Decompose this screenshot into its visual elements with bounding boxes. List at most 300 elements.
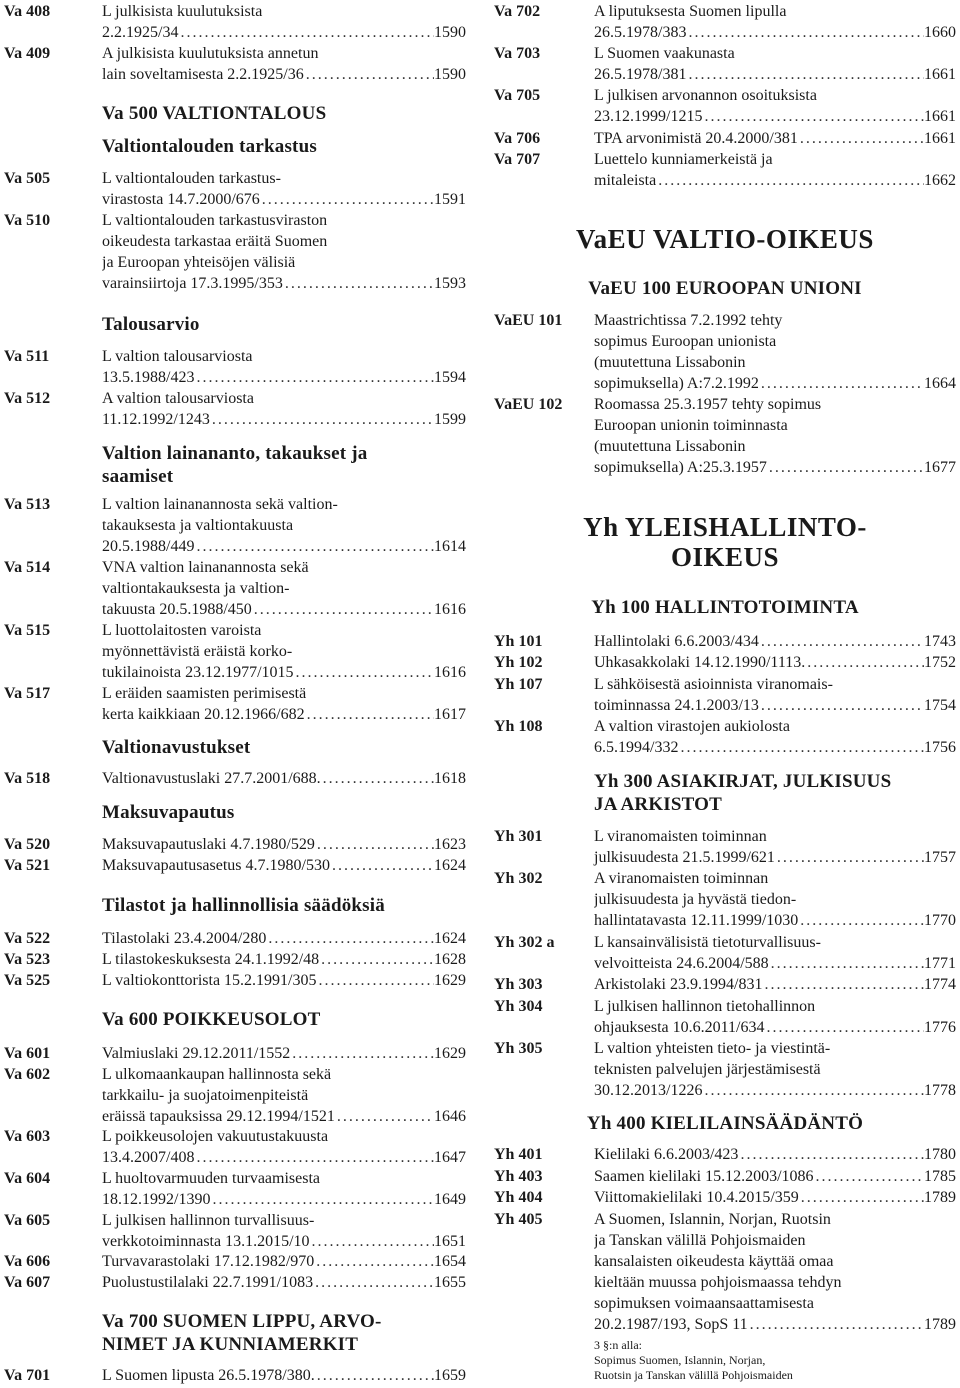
entry-code: VaEU 102 [494,396,563,413]
entry-reference: toiminnassa 24.1.2003/13 [594,697,759,714]
dot-leader [252,599,434,620]
page-number: 1662 [924,172,956,189]
section-heading-va600: Va 600 POIKKEUSOLOT [102,1009,321,1030]
entry-body [594,868,956,931]
page-number: 1655 [434,1274,466,1291]
entry-code: Va 514 [4,559,51,576]
entry-reference-line [102,1106,466,1127]
index-entry [4,210,466,294]
section-heading-line: JA ARKISTOT [594,794,723,815]
entry-reference: L valtiokonttorista 15.2.1991/305 [102,972,317,989]
dot-leader [315,1365,434,1386]
entry-title-line: A valtion talousarviosta [102,390,254,407]
entry-reference: velvoitteista 24.6.2004/588 [594,955,769,972]
page-number: 1593 [434,275,466,292]
entry-code: Yh 302 [494,870,543,887]
index-entry [494,1209,956,1335]
section-heading-yh100: Yh 100 HALLINTOTOIMINTA [591,597,859,618]
dot-leader [310,1231,434,1252]
entry-code: Va 603 [4,1128,51,1145]
section-heading-yh300 [494,770,956,816]
page-number: 1664 [924,375,956,392]
entry-title-line: A liputuksesta Suomen lipulla [594,3,787,20]
entry-body [594,128,956,149]
page-number: 1599 [434,411,466,428]
chapter-heading-line: Yh YLEISHALLINTO- [583,512,867,542]
entry-body [594,826,956,868]
index-entry [4,949,466,970]
entry-reference-line [594,1017,956,1038]
dot-leader [765,1017,925,1038]
entry-code: Va 705 [494,87,541,104]
index-entry [494,394,956,478]
page-number: 1590 [434,24,466,41]
page-number: 1590 [434,66,466,83]
entry-reference-line [102,1189,466,1210]
entry-reference-line [102,1043,466,1064]
entry-reference: Maksuvapautusasetus 4.7.1980/530 [102,857,330,874]
footnote-line: Sopimus Suomen, Islannin, Norjan, [594,1353,766,1367]
entry-code: Yh 101 [494,633,543,650]
index-entry [4,1365,466,1386]
entry-reference-line [594,1166,956,1187]
entry-code: Yh 305 [494,1040,543,1057]
entry-body [594,631,956,652]
entry-reference: 6.5.1994/332 [594,739,679,756]
index-entry [494,868,956,931]
entry-body [102,1168,466,1210]
entry-reference: kerta kaikkiaan 20.12.1966/682 [102,706,305,723]
entry-code: Va 604 [4,1170,51,1187]
entry-title-line: L Suomen vaakunasta [594,45,735,62]
entry-code: Va 601 [4,1045,51,1062]
index-entry [4,683,466,725]
dot-leader [656,170,924,191]
dot-leader [317,970,435,991]
entry-body [594,652,956,673]
entry-code: VaEU 101 [494,312,563,329]
entry-reference: Hallintolaki 6.6.2003/434 [594,633,759,650]
entry-body [102,683,466,725]
entry-body [102,768,466,789]
dot-leader [283,273,434,294]
entry-reference: L tilastokeskuksesta 24.1.1992/48 [102,951,320,968]
entry-reference-line [102,1147,466,1168]
entry-title-line: Roomassa 25.3.1957 tehty sopimus [594,396,822,413]
page-number: 1771 [924,955,956,972]
entry-reference-line [102,409,466,430]
section-heading-tilastot: Tilastot ja hallinnollisia säädöksiä [102,895,385,916]
index-entry [4,768,466,789]
entry-reference: sopimuksella) A:25.3.1957 [594,459,767,476]
entry-title-line: L huoltovarmuuden turvaamisesta [102,1170,321,1187]
page-number: 1677 [924,459,956,476]
entry-body [102,1272,466,1293]
entry-reference: Turvavarastolaki 17.12.1982/970 [102,1253,315,1270]
entry-title-line: L valtion lainanannosta sekä valtion- [102,496,338,513]
dot-leader [748,1314,924,1335]
entry-reference: 13.4.2007/408 [102,1149,195,1166]
page-number: 1659 [434,1367,466,1384]
entry-reference-line [102,1272,466,1293]
entry-reference: sopimuksella) A:7.2.1992 [594,375,759,392]
page-number: 1661 [924,108,956,125]
footnote-line: Ruotsin ja Tanskan välillä Pohjoismaiden [594,1368,793,1382]
dot-leader [775,847,924,868]
dot-leader [210,409,434,430]
page-number: 1623 [434,836,466,853]
section-heading-talousarvio: Talousarvio [102,314,200,335]
entry-reference-line [102,1251,466,1272]
entry-body [102,168,466,210]
page-number: 1789 [924,1189,956,1206]
dot-leader [805,652,924,673]
entry-code: Va 522 [4,930,51,947]
dot-leader [799,1187,924,1208]
entry-reference: Arkistolaki 23.9.1994/831 [594,976,763,993]
page-number: 1614 [434,538,466,555]
entry-body [102,43,466,85]
entry-body [594,149,956,191]
dot-leader [686,64,924,85]
page-number: 1591 [434,191,466,208]
section-heading-line: NIMET JA KUNNIAMERKIT [102,1334,359,1355]
dot-leader [769,953,924,974]
dot-leader [304,64,434,85]
entry-title-line: sopimuksen voimaansaattamisesta [594,1295,814,1312]
entry-body [102,1,466,43]
entry-body [594,1144,956,1165]
entry-reference-line [594,106,956,127]
index-entry [494,128,956,149]
entry-reference: tukilainoista 23.12.1977/1015 [102,664,294,681]
entry-body [594,85,956,127]
entry-reference-line [102,599,466,620]
entry-title-line: Maastrichtissa 7.2.1992 tehty [594,312,783,329]
entry-code: Yh 303 [494,976,543,993]
entry-title-line: L valtion talousarviosta [102,348,253,365]
entry-reference: hallintatavasta 12.11.1999/1030 [594,912,799,929]
page-number: 1618 [434,770,466,787]
entry-code: Va 515 [4,622,51,639]
index-entry [4,1272,466,1293]
entry-body [102,949,466,970]
page-number: 1752 [924,654,956,671]
dot-leader [260,189,434,210]
entry-code: Va 702 [494,3,541,20]
page-number: 1651 [434,1233,466,1250]
page-number: 1743 [924,633,956,650]
dot-leader [738,1144,924,1165]
entry-title-line: (muutettuna Lissabonin [594,438,746,455]
page-number: 1770 [924,912,956,929]
dot-leader [686,22,924,43]
entry-reference-line [594,1314,956,1335]
entry-title-line: A julkisista kuulutuksista annetun [102,45,319,62]
entry-reference: julkisuudesta 21.5.1999/621 [594,849,775,866]
entry-reference-line [594,22,956,43]
entry-title-line: valtiontakauksesta ja valtion- [102,580,290,597]
section-heading-yh400: Yh 400 KIELILAINSÄÄDÄNTÖ [586,1113,864,1134]
entry-code: Va 409 [4,45,51,62]
entry-reference: Uhkasakkolaki 14.12.1990/1113. [594,654,806,671]
entry-reference: 26.5.1978/383 [594,24,687,41]
entry-title-line: takauksesta ja valtiontakuusta [102,517,294,534]
entry-title-line: myönnettävistä eräistä korko- [102,643,293,660]
entry-reference: Kielilaki 6.6.2003/423 [594,1146,739,1163]
entry-reference: 20.5.1988/449 [102,538,195,555]
dot-leader [319,949,434,970]
entry-reference: lain soveltamisesta 2.2.1925/36 [102,66,304,83]
entry-body [594,1,956,43]
page-number: 1661 [924,130,956,147]
index-entry [4,1043,466,1064]
entry-title-line: A valtion virastojen aukiolosta [594,718,790,735]
entry-reference-line [594,128,956,149]
entry-code: Va 703 [494,45,541,62]
entry-reference-line [594,737,956,758]
entry-reference: ohjauksesta 10.6.2011/634 [594,1019,765,1036]
entry-reference-line [102,970,466,991]
entry-title-line: (muutettuna Lissabonin [594,354,746,371]
chapter-heading-vaeu: VaEU VALTIO-OIKEUS [576,224,874,254]
entry-title-line: tarkkailu- ja suojatoimenpiteistä [102,1087,309,1104]
dot-leader [798,910,924,931]
index-entry [494,974,956,995]
entry-reference: Tilastolaki 23.4.2004/280 [102,930,267,947]
page-number: 1660 [924,24,956,41]
entry-body [594,43,956,85]
page-number: 1756 [924,739,956,756]
index-entry [4,43,466,85]
page-number: 1785 [924,1168,956,1185]
entry-reference: L Suomen lipusta 26.5.1978/380. [102,1367,315,1384]
entry-body [594,1209,956,1335]
entry-body [594,716,956,758]
entry-title-line: L ulkomaankaupan hallinnosta sekä [102,1066,332,1083]
dot-leader [321,768,434,789]
dot-leader [314,1251,434,1272]
entry-reference-line [594,1144,956,1165]
entry-body [102,494,466,557]
dot-leader [798,128,924,149]
entry-body [102,1126,466,1168]
entry-title-line: L luottolaitosten varoista [102,622,262,639]
dot-leader [702,1080,924,1101]
entry-body [594,1038,956,1101]
index-entry [494,149,956,191]
entry-title-line: L valtion yhteisten tieto- ja viestintä- [594,1040,831,1057]
entry-body [594,310,956,394]
section-heading-vaeu100: VaEU 100 EUROOPAN UNIONI [588,278,862,299]
entry-reference-line [102,662,466,683]
entry-title-line: L valtiontalouden tarkastusviraston [102,212,328,229]
entry-reference: TPA arvonimistä 20.4.2000/381 [594,130,798,147]
entry-code: Yh 404 [494,1189,543,1206]
page-number: 1754 [924,697,956,714]
dot-leader [759,373,924,394]
entry-reference-line [594,170,956,191]
entry-title-line: Luettelo kunniamerkeistä ja [594,151,773,168]
dot-leader [178,22,434,43]
entry-code: Va 525 [4,972,51,989]
dot-leader [759,695,924,716]
entry-reference-line [102,1231,466,1252]
entry-reference-line [102,855,466,876]
page-number: 1628 [434,951,466,968]
page-number: 1778 [924,1082,956,1099]
entry-body [594,996,956,1038]
page-number: 1624 [434,930,466,947]
entry-title-line: L viranomaisten toiminnan [594,828,767,845]
index-entry [494,996,956,1038]
dot-leader [678,737,924,758]
dot-leader [210,1189,434,1210]
dot-leader [762,974,924,995]
chapter-heading-line: OIKEUS [670,542,780,572]
dot-leader [315,834,434,855]
entry-body [102,1251,466,1272]
entry-reference-line [594,1080,956,1101]
entry-reference-line [102,536,466,557]
dot-leader [759,631,924,652]
entry-reference-line [102,1365,466,1386]
entry-code: Yh 304 [494,998,543,1015]
dot-leader [266,928,434,949]
entry-title-line: L sähköisestä asioinnista viranomais- [594,676,833,693]
dot-leader [330,855,434,876]
page-number: 1594 [434,369,466,386]
entry-body [102,557,466,620]
index-entry [4,834,466,855]
entry-body [102,346,466,388]
entry-reference-line [102,367,466,388]
dot-leader [702,106,924,127]
entry-body [102,1064,466,1127]
entry-body [102,928,466,949]
dot-leader [290,1043,434,1064]
entry-body [102,1365,466,1386]
page-number: 1776 [924,1019,956,1036]
entry-code: Va 510 [4,212,51,229]
entry-title-line: L valtiontalouden tarkastus- [102,170,281,187]
section-heading-lainananto [102,442,367,488]
page-number: 1629 [434,1045,466,1062]
entry-reference: 18.12.1992/1390 [102,1191,211,1208]
index-entry [494,43,956,85]
dot-leader [814,1166,924,1187]
index-entry [4,970,466,991]
entry-reference: 13.5.1988/423 [102,369,195,386]
index-entry [494,1,956,43]
entry-title-line: L julkisen hallinnon turvallisuus- [102,1212,315,1229]
entry-body [594,1166,956,1187]
dot-leader [194,367,434,388]
entry-reference: Maksuvapautuslaki 4.7.1980/529 [102,836,315,853]
dot-leader [305,704,434,725]
index-entry [494,310,956,394]
entry-reference: 11.12.1992/1243 [102,411,210,428]
entry-reference-line [102,768,466,789]
section-heading-va700 [102,1310,382,1356]
entry-reference: Valtionavustuslaki 27.7.2001/688. [102,770,321,787]
entry-reference: mitaleista [594,172,657,189]
entry-title-line: VNA valtion lainanannosta sekä [102,559,309,576]
entry-code: Va 513 [4,496,51,513]
entry-title-line: L julkisen hallinnon tietohallinnon [594,998,816,1015]
entry-reference: varainsiirtoja 17.3.1995/353 [102,275,283,292]
entry-body [102,388,466,430]
entry-title-line: julkisuudesta ja hyvästä tiedon- [594,891,797,908]
entry-code: Yh 401 [494,1146,543,1163]
entry-reference: 2.2.1925/34 [102,24,179,41]
entry-code: Va 602 [4,1066,51,1083]
entry-code: Va 707 [494,151,541,168]
entry-body [594,932,956,974]
entry-reference-line [594,847,956,868]
entry-title-line: sopimus Euroopan unionista [594,333,777,350]
page-number: 1757 [924,849,956,866]
entry-code: Va 511 [4,348,50,365]
entry-title-line: ja Tanskan välillä Pohjoismaiden [594,1232,806,1249]
page-number: 1617 [434,706,466,723]
entry-reference: takuusta 20.5.1988/450 [102,601,252,618]
page-number: 1774 [924,976,956,993]
entry-reference: 30.12.2013/1226 [594,1082,703,1099]
entry-reference-line [102,834,466,855]
page-number: 1654 [434,1253,466,1270]
entry-code: Va 520 [4,836,51,853]
entry-title-line: oikeudesta tarkastaa eräitä Suomen [102,233,328,250]
index-entry [4,1,466,43]
entry-title-line: L julkisen arvonannon osoituksista [594,87,817,104]
entry-reference: verkkotoiminnasta 13.1.2015/10 [102,1233,310,1250]
entry-reference-line [594,64,956,85]
page-number: 1661 [924,66,956,83]
entry-code: Yh 102 [494,654,543,671]
index-entry [4,346,466,388]
dot-leader [335,1106,434,1127]
dot-leader [194,1147,434,1168]
section-heading-va500: Va 500 VALTIONTALOUS [102,103,327,124]
entry-title-line: ja Euroopan yhteisöjen välisiä [102,254,296,271]
entry-code: Va 606 [4,1253,51,1270]
entry-reference-line [102,189,466,210]
page-number: 1789 [924,1316,956,1333]
page-number: 1780 [924,1146,956,1163]
entry-reference-line [594,953,956,974]
index-entry [494,1144,956,1165]
entry-reference: Valmiuslaki 29.12.2011/1552 [102,1045,291,1062]
entry-body [102,855,466,876]
index-entry [494,631,956,652]
entry-body [102,1210,466,1252]
entry-reference-line [594,652,956,673]
section-heading-line: Yh 300 ASIAKIRJAT, JULKISUUS [594,771,892,792]
entry-reference-line [102,704,466,725]
dot-leader [767,457,924,478]
entry-body [102,1043,466,1064]
entry-title-line: A Suomen, Islannin, Norjan, Ruotsin [594,1211,831,1228]
entry-title-line: teknisten palvelujen järjestämisestä [594,1061,821,1078]
entry-body [102,970,466,991]
dot-leader [294,662,434,683]
entry-reference-line [102,22,466,43]
page-number: 1629 [434,972,466,989]
entry-reference-line [594,910,956,931]
index-entry [4,1251,466,1272]
entry-body [102,210,466,294]
